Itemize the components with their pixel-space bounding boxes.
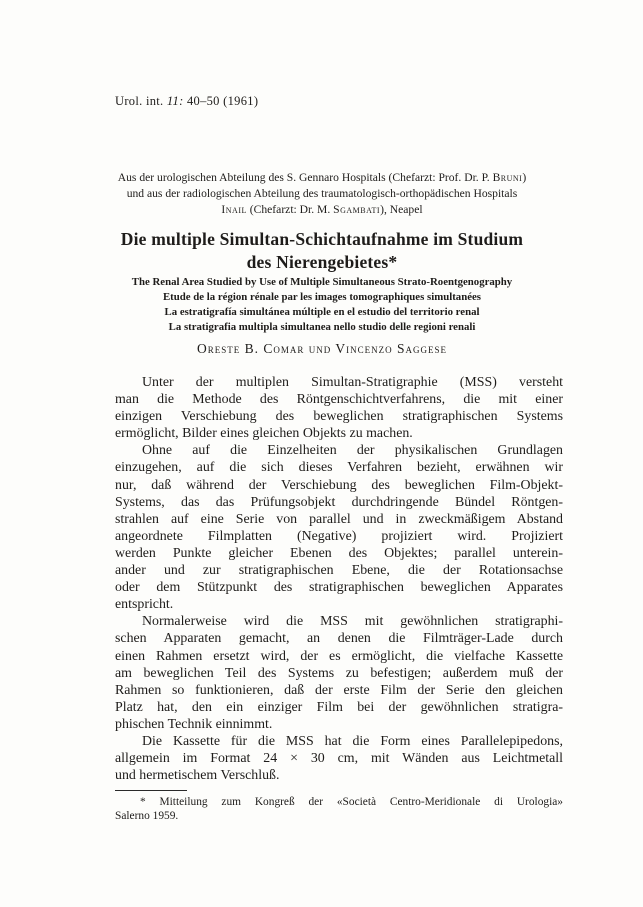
affiliation-block <box>78 170 566 218</box>
paragraph-3 <box>115 613 563 733</box>
affiliation-text: ) <box>522 171 527 184</box>
text-line: und hermetischem Verschluß. <box>115 768 280 784</box>
text-line: Ohne auf die Einzelheiten der physikalischen Grundlagen <box>142 443 563 459</box>
text-line: einzugehen, auf die sich dieses Verfahren bezieht, erwähnen wir <box>115 460 563 476</box>
text-line: einzigen Verschiebung des beweglichen stratigraphischen Systems <box>115 409 563 425</box>
hospital-name: Inail <box>221 203 247 216</box>
text-line: Salerno 1959. <box>115 809 179 822</box>
authors-line: Oreste B. Comar und Vincenzo Saggese <box>196 341 448 356</box>
footnote-rule <box>115 790 187 791</box>
affiliation-line-3 <box>78 202 566 218</box>
journal-name: Urol. int. <box>115 94 167 108</box>
text-line: allgemein im Format 24 × 30 cm, mit Wänden aus Leichtmetall <box>115 751 563 767</box>
text-line: La stratigrafia multipla simultanea nello studio delle regioni renali <box>168 321 476 333</box>
article-title-line-1: Die multiple Simultan-Schichtaufnahme im Studium <box>120 229 524 249</box>
text-line: man die Methode des Röntgenschichtverfahrens, die mit einer <box>115 392 563 408</box>
text-line: Systems, das das Prüfungsobjekt durchdringende Bündel Röntgen- <box>115 494 563 510</box>
paragraph-1 <box>115 374 563 442</box>
text-line: Unter der multiplen Simultan-Stratigraphie (MSS) versteht <box>142 375 563 390</box>
paragraph-2 <box>115 442 563 613</box>
text-line: ander und zur stratigraphischen Ebene, die der Rotationsachse <box>115 563 563 579</box>
affiliation-text: Aus der urologischen Abteilung des S. Gennaro Hospitals (Chefarzt: Prof. Dr. P. <box>117 171 493 184</box>
text-line: strahlen auf eine Serie von parallel und in zweckmäßigem Abstand <box>115 511 563 527</box>
text-line: schen Apparaten gemacht, an denen die Filmträger-Lade durch <box>115 631 563 647</box>
text-line: einen Rahmen ersetzt wird, der es ermöglicht, die vielfache Kassette <box>115 648 563 664</box>
text-line: werden Punkte gleicher Ebenen des Objektes; parallel unterein- <box>115 545 563 561</box>
journal-reference <box>115 94 258 109</box>
affiliation-text: ), Neapel <box>380 203 423 216</box>
text-line: Die Kassette für die MSS hat die Form eines Parallelepipedons, <box>142 733 563 749</box>
text-line: La estratigrafía simultánea múltiple en el estudio del territorio renal <box>164 306 480 318</box>
paragraph-4 <box>115 733 563 784</box>
text-line: Etude de la région rénale par les images tomographiques simultanées <box>162 291 481 303</box>
translated-titles <box>78 275 566 335</box>
text-line: angeordnete Filmplatten (Negative) projiziert wird. Projiziert <box>115 528 563 544</box>
article-body <box>115 374 563 784</box>
text-line: nur, daß während der Verschiebung des beweglichen Film-Objekt- <box>115 477 563 493</box>
text-line: Platz hat, den ein einziger Film bei der gewöhnlichen stratigra- <box>115 699 563 715</box>
text-line: phischen Technik einnimmt. <box>115 716 273 732</box>
article-title-line-2: des Nierengebietes* <box>246 252 398 272</box>
text-line: entspricht. <box>115 597 174 613</box>
affiliation-line-2: und aus der radiologischen Abteilung des traumatologisch-orthopädischen Hospitals <box>126 187 518 200</box>
journal-pages-year: 40–50 (1961) <box>183 94 259 108</box>
journal-volume: 11: <box>166 94 184 108</box>
text-line: ermöglicht, Bilder eines gleichen Objekts zu machen. <box>115 426 413 442</box>
text-line: Normalerweise wird die MSS mit gewöhnlichen stratigraphi- <box>142 614 563 630</box>
text-line: The Renal Area Studied by Use of Multiple Simultaneous Strato-Roentgenography <box>131 276 513 288</box>
affiliation-line-1 <box>78 170 566 186</box>
footnote <box>115 796 563 823</box>
text-line: Rahmen so funktionieren, daß der erste Film der Serie den gleichen <box>115 682 563 698</box>
affiliation-text: (Chefarzt: Dr. M. <box>246 203 334 216</box>
chief-physician-name: Sgambati <box>333 203 381 216</box>
text-line: * Mitteilung zum Kongreß der «Società Centro-Meridionale di Urologia» <box>140 796 563 808</box>
article-title <box>78 228 566 274</box>
chief-physician-name: Bruni <box>492 171 523 184</box>
text-line: am beweglichen Teil des Systems zu befestigen; außerdem muß der <box>115 665 563 681</box>
text-line: oder dem Stützpunkt des stratigraphischen beweglichen Apparates <box>115 580 563 596</box>
